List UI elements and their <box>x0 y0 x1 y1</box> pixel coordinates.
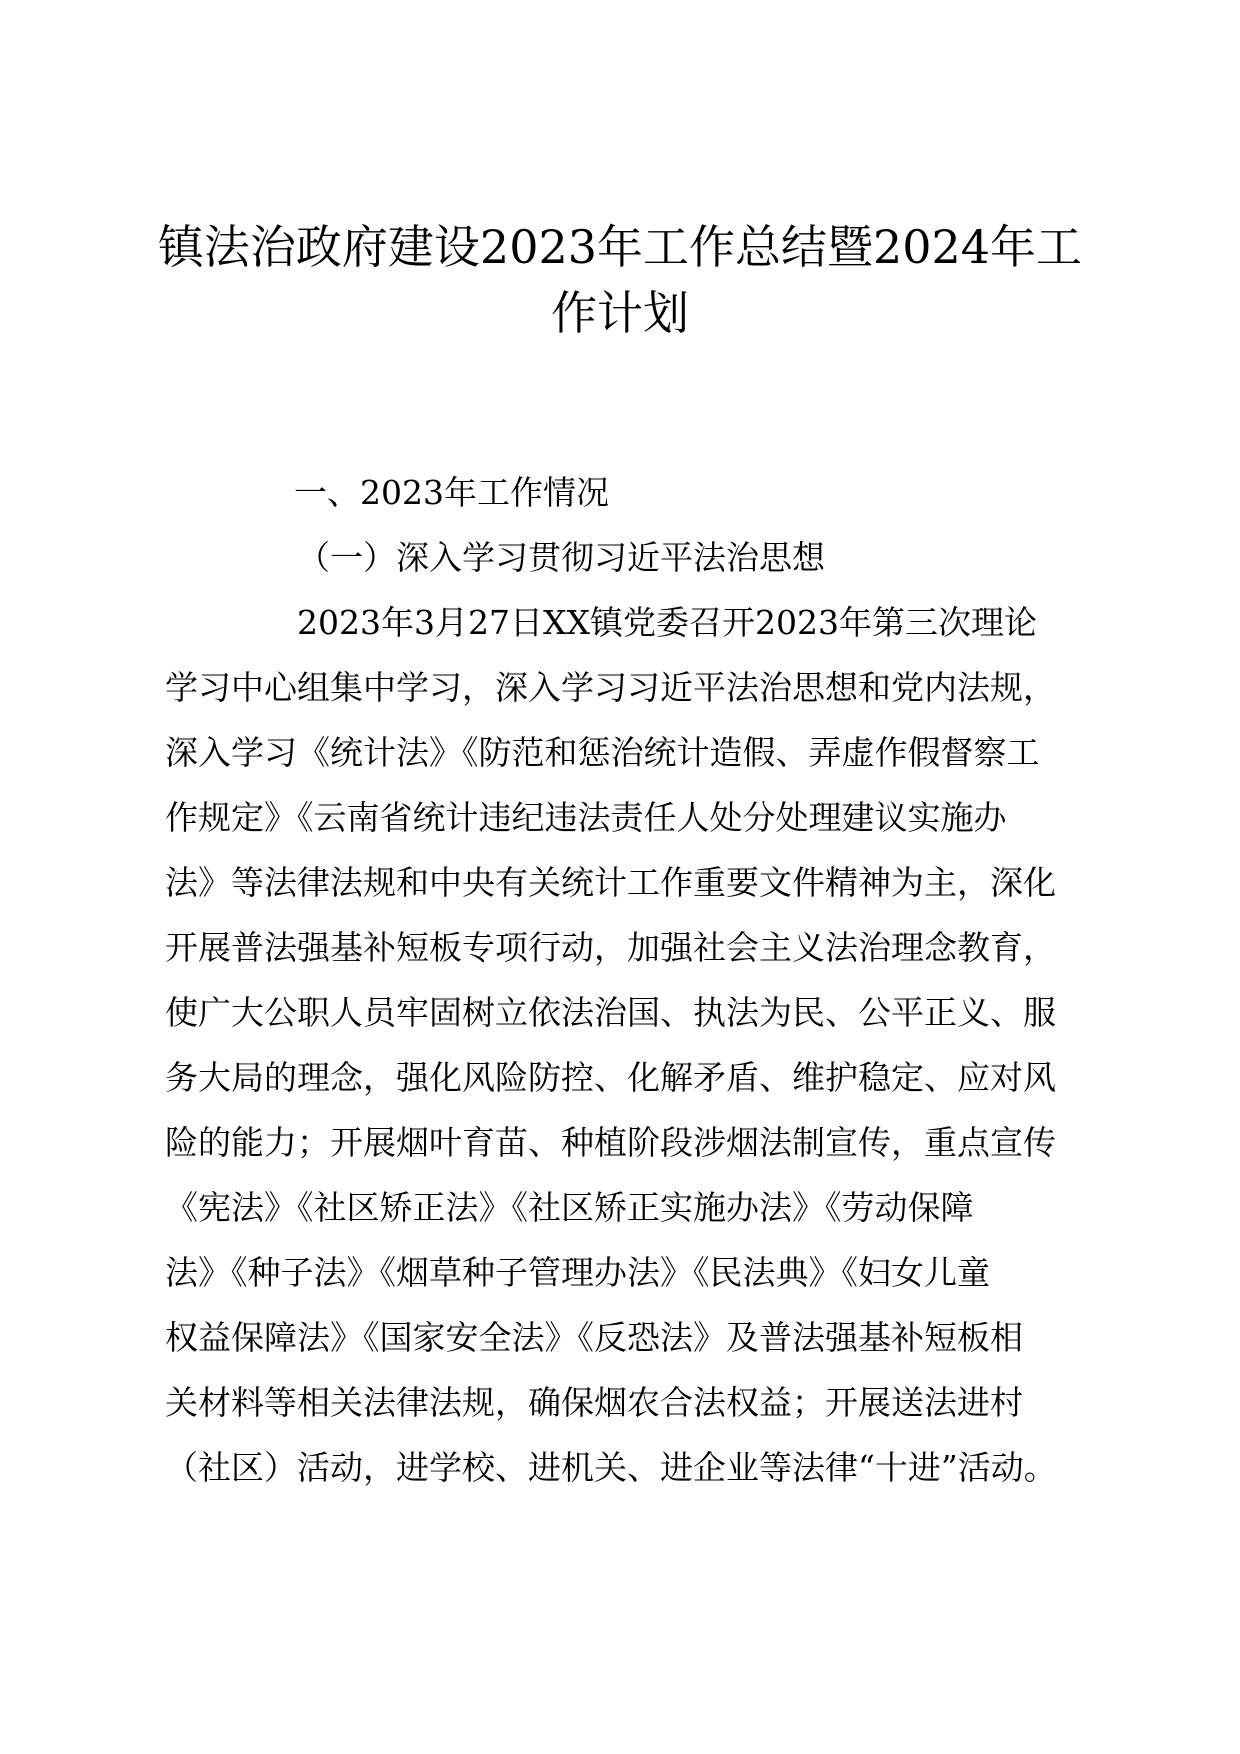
title-line-2: 作计划 <box>551 286 689 340</box>
paragraph-line: 深入学习《统计法》《防范和惩治统计造假、弄虚作假督察工 <box>165 733 1040 772</box>
document-title <box>150 216 1090 344</box>
paragraph-line: 作规定》《云南省统计违纪违法责任人处分处理建议实施办 <box>165 798 1007 837</box>
title-line-1: 镇法治政府建设2023年工作总结暨2024年工 <box>157 220 1083 274</box>
paragraph-line: 法》《种子法》《烟草种子管理办法》《民法典》《妇女儿童 <box>165 1253 990 1292</box>
document-body <box>165 460 1085 1500</box>
paragraph-line: 开展普法强基补短板专项行动，加强社会主义法治理念教育， <box>165 928 1056 967</box>
subsection-heading: （一）深入学习贯彻习近平法治思想 <box>297 538 825 577</box>
paragraph-line: 法》等法律法规和中央有关统计工作重要文件精神为主，深化 <box>165 863 1056 902</box>
paragraph-line: 务大局的理念，强化风险防控、化解矛盾、维护稳定、应对风 <box>165 1058 1056 1097</box>
paragraph-line: 险的能力；开展烟叶育苗、种植阶段涉烟法制宣传，重点宣传 <box>165 1123 1056 1162</box>
paragraph <box>165 590 1085 1500</box>
paragraph-line: 学习中心组集中学习，深入学习习近平法治思想和党内法规， <box>165 668 1056 707</box>
paragraph-line: 《宪法》《社区矫正法》《社区矫正实施办法》《劳动保障 <box>165 1188 974 1227</box>
section-heading: 一、2023年工作情况 <box>294 473 609 512</box>
paragraph-line: 权益保障法》《国家安全法》《反恐法》及普法强基补短板相 <box>165 1318 1023 1357</box>
paragraph-line: 2023年3月27日XX镇党委召开2023年第三次理论 <box>297 603 1037 642</box>
paragraph-line: 关材料等相关法律法规，确保烟农合法权益；开展送法进村 <box>165 1383 1023 1422</box>
paragraph-line: （社区）活动，进学校、进机关、进企业等法律“十进”活动。 <box>165 1448 1057 1487</box>
paragraph-line: 使广大公职人员牢固树立依法治国、执法为民、公平正义、服 <box>165 993 1056 1032</box>
